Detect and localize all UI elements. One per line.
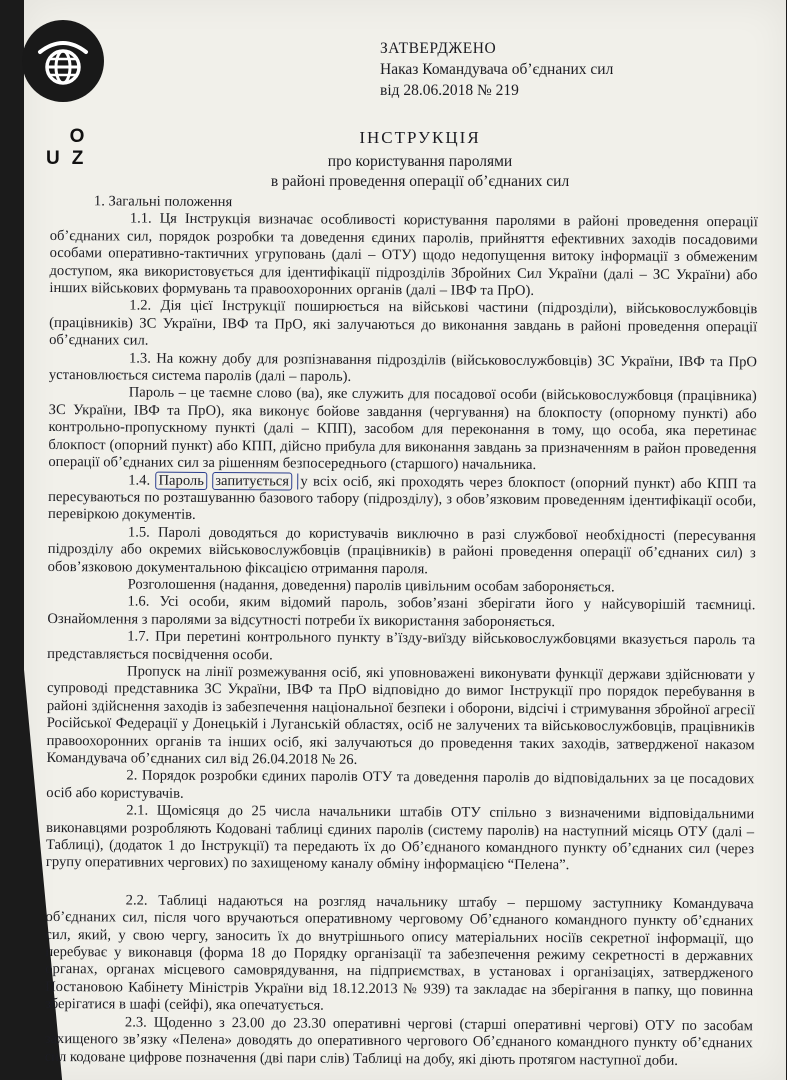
paragraph-crossing: Пропуск на лінії розмежування осіб, які уповноважені виконувати функції держави здійснювати у супроводі представника ЗС України, ІВФ та ПрО відповідно до вимог Інструкції про порядок перебування в районі здійснення заходів із забезпечення національної безпеки і оборони, відсічі і стримування збройної агресії Російської Федерації у Донецькій і Луганській областях, осіб не залучених та військовослужбовців, працівників правоохоронних органів та інших осіб, які залучаються до проведення таких заходів, затвердженої наказом Командувача об’єднаних сил від 26.04.2018 № 26. bbox=[46, 663, 756, 768]
paragraph-2-3: 2.3. Щоденно з 23.00 до 23.30 оперативні чергові (старші оперативні чергові) ОТУ по засобам захищеного зв’язку «Пелена» доводять до оперативного чергового Об’єднаного командного пункту об’єднаних сил кодоване цифрове позначення (дві пари слів) Таблиці на добу, які діють протягом наступної доби. bbox=[44, 1014, 753, 1069]
paragraph-2-1: 2.1. Щомісяця до 25 числа начальники штабів ОТУ спільно з визначеними відповідальними виконавцями розробляють Кодовані таблиці єдиних паролів (систему паролів) на наступний місяць ОТУ (далі – Таблиці), (додаток 1 до Інструкції) та передають їх до Об’єднаного командного пункту об’єднаних сил (через групу оперативних чергових) по захищеному каналу обміну інформацією “Пелена”. bbox=[45, 802, 755, 874]
paragraph-1-4 bbox=[48, 471, 756, 528]
title-sub-2: в районі проведення операції об’єднаних сил bbox=[270, 173, 570, 190]
marked-all-persons: у всіх осіб, bbox=[297, 473, 372, 489]
title-sub-1: про користування паролями bbox=[327, 153, 513, 170]
eye-globe-icon bbox=[34, 32, 92, 90]
paragraph-1-5: 1.5. Паролі доводяться до користувачів виключно в разі службової необхідності (пересування підрозділу або окремих військовослужбовців (працівників) в районі проведення операції об’єднаних сил) з обов’язковою документальною фіксацією отримання пароля. bbox=[47, 524, 756, 577]
document-body bbox=[45, 192, 758, 1070]
paragraph-1-2: 1.2. Дія цієї Інструкції поширюється на військові частини (підрозділи), військовослужбовців (працівників) ЗС України, ІВФ та ПрО, які залучаються до виконання завдань в районі проведення операції об’єднаних сил. bbox=[49, 297, 758, 349]
approval-date: від 28.06.2018 № 219 bbox=[380, 82, 519, 99]
title-main: ІНСТРУКЦІЯ bbox=[359, 128, 481, 147]
approval-order: Наказ Командувача об’єднаних сил bbox=[380, 61, 614, 78]
paragraph-1-7: 1.7. При перетині контрольного пункту в’їзду-виїзду військовослужбовцями вказується пароль та представляється посвідчення особи. bbox=[47, 628, 756, 663]
paragraph-1-4-number: 1.4. bbox=[128, 471, 151, 489]
paragraph-2-2: 2.2. Таблиці надаються на розгляд начальнику штабу – першому заступнику Командувача об’єднаних сил, після чого вручаються оперативному черговому Об’єднаного командного пункту об’єднаних сил, який, у свою чергу, заносить їх до внутрішнього опису матеріальних носіїв секретної інформації, що перебуває у виконавця (форма 18 до Порядку організації та забезпечення режиму секретності в державних органах, органах місцевого самоврядування, на підприємствах, в установах і організаціях, затвердженого Постановою Кабінету Міністрів України від 18.12.2013 № 939) та закладає на зберігання в папку, що повинна зберігатися в шафі (сейфі), яка опечатується. bbox=[44, 892, 754, 1014]
logo-letters-uz: UZ bbox=[46, 148, 96, 169]
highlight-requested: запитується bbox=[212, 471, 292, 489]
paragraph-1-1: 1.1. Ця Інструкція визначає особливості користування паролями в районі проведення операції об’єднаних сил, порядок розробки та доведення єдиних паролів, прийняття ефективних заходів посадовими особами оперативно-тактичних угруповань (далі – ОТУ) щодо недопущення витоку інформації з обмеженим доступом, яка використовується для ідентифікації підрозділів Збройних Сил України (далі – ЗС України) або інших військових формувань та правоохоронних органів (далі – ІВФ та ПрО). bbox=[49, 210, 758, 299]
paragraph-password-definition: Пароль – це таємне слово (ва), яке служить для посадової особи (військовослужбовця (працівника) ЗС України, ІВФ та ПрО), яка виконує бойове завдання (чергування) на блокпосту (опорному пункті) або контрольно-пропускному пункті (далі – КПП), засобом для переконання в тому, що особа, яка перетинає блокпост (опорний пункт) або КПП, дійсно прибула для виконання завдань за призначенням в район проведення операції об’єднаних сил за рішенням безпосереднього (старшого) начальника. bbox=[48, 384, 757, 474]
channel-logo bbox=[22, 20, 104, 102]
document-title bbox=[200, 128, 640, 192]
approval-stamp bbox=[380, 38, 613, 101]
section-2-heading: 2. Порядок розробки єдиних паролів ОТУ та доведення паролів до відповідальних за це посадових осіб або користувачів. bbox=[46, 767, 755, 802]
logo-letters bbox=[46, 126, 96, 170]
paragraph-disclosure-ban: Розголошення (надання, доведення) паролів цивільним особам забороняється. bbox=[127, 576, 615, 596]
logo-letter-o: O bbox=[69, 126, 85, 147]
highlight-password: Пароль bbox=[155, 471, 206, 489]
paragraph-1-6: 1.6. Усі особи, яким відомий пароль, зобов’язані зберігати його у найсуворішій таємниці. Ознайомлення з паролями за відсутності потреби їх використання забороняється. bbox=[47, 593, 756, 630]
paragraph-1-3: 1.3. На кожну добу для розпізнавання підрозділів (військовослужбовців) ЗС України, ІВФ та ПрО установлюється система паролів (далі – пароль). bbox=[48, 350, 758, 385]
approval-title: ЗАТВЕРДЖЕНО bbox=[380, 40, 497, 57]
paragraph-1-4-rest: які проходять через блокпост (опорний пункт) або КПП та пересуваються по розташуванню базового табору (підрозділу), з обов’язковим проведенням ідентифікації особи, перевіркою документів. bbox=[47, 473, 757, 524]
section-1-heading: 1. Загальні положення bbox=[93, 193, 233, 211]
